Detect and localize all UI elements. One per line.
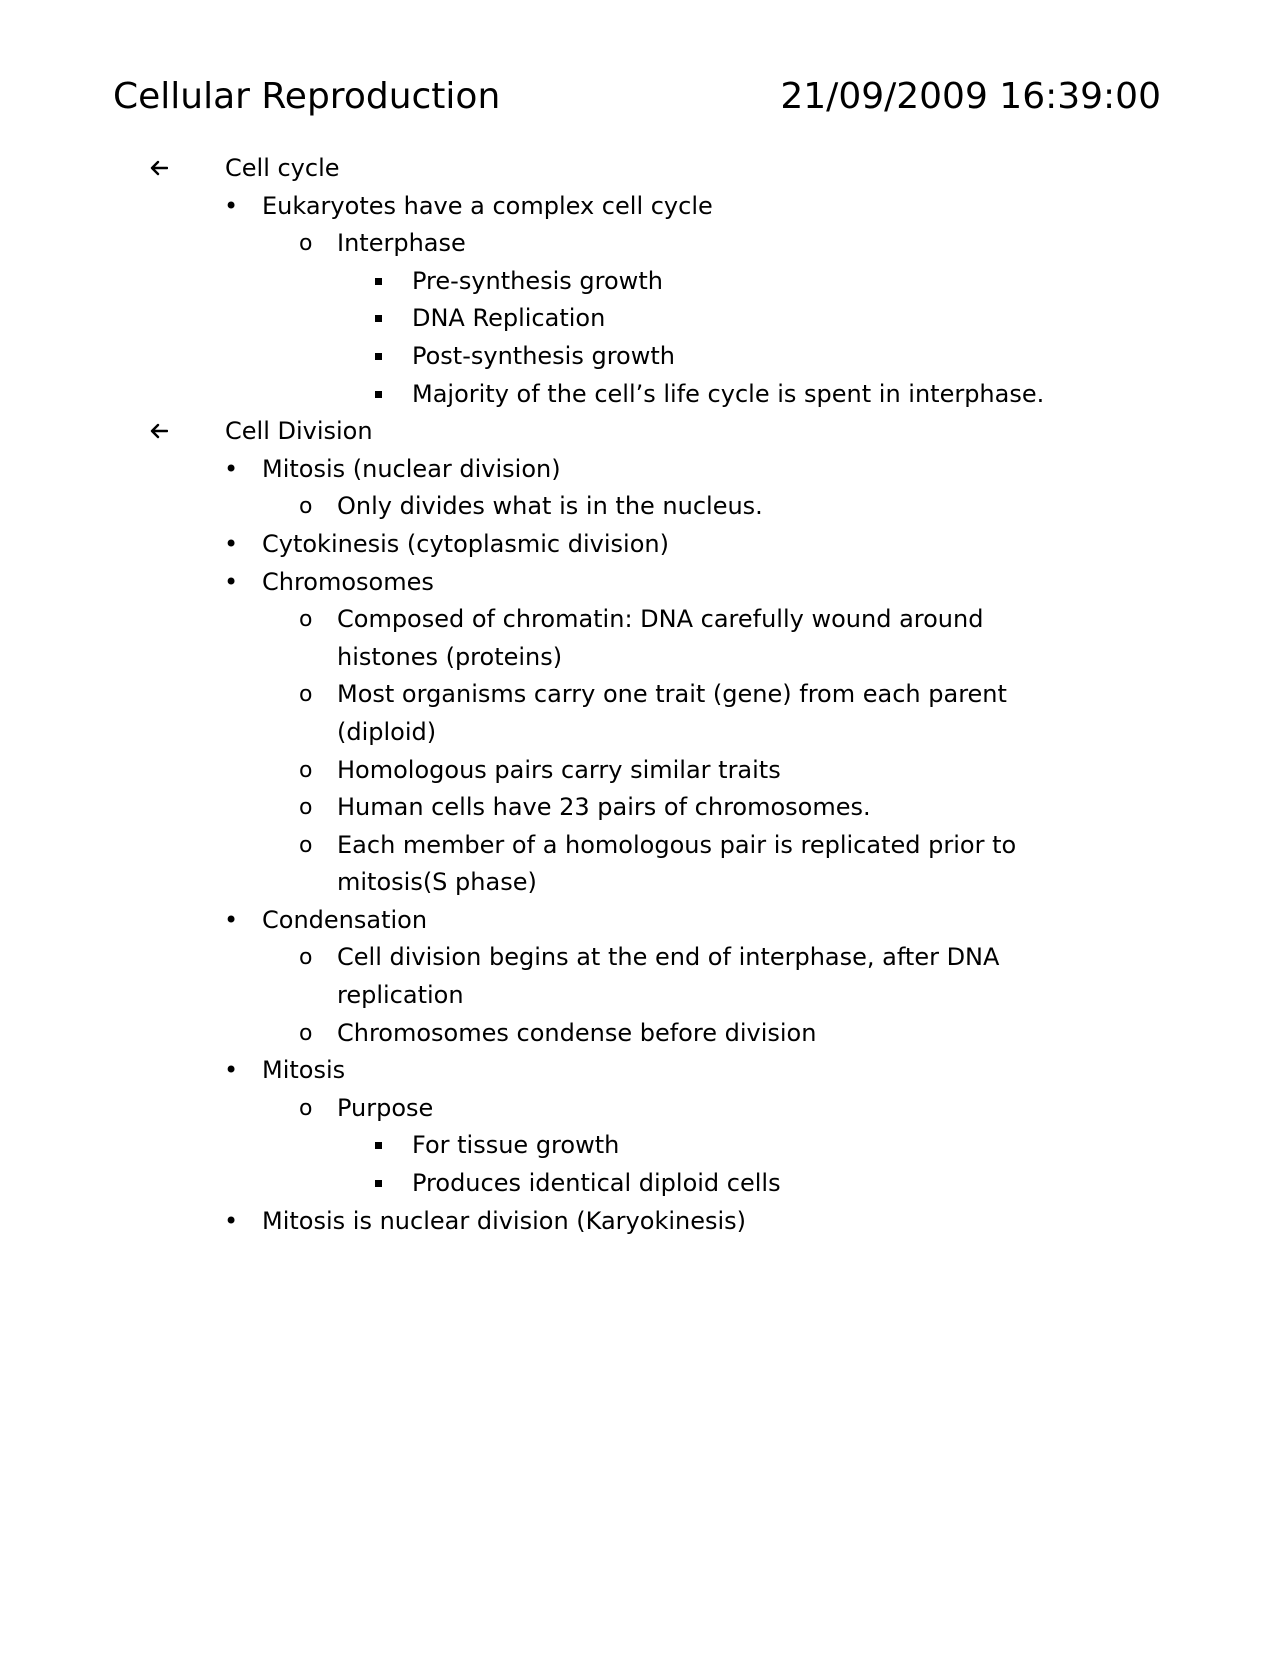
bullet-square-icon	[375, 376, 387, 398]
outline-item-text: Mitosis	[262, 1056, 346, 1085]
outline-item-level-3	[0, 300, 1280, 338]
outline-item-text: Condensation	[262, 905, 428, 934]
outline-item-level-0	[0, 413, 1280, 451]
bullet-dot-icon: •	[224, 1056, 239, 1085]
outline-item-level-1	[0, 451, 1280, 489]
outline-item-level-1	[0, 1203, 1280, 1241]
outline-item-text: For tissue growth	[412, 1131, 620, 1160]
bullet-square-icon	[375, 1165, 387, 1187]
outline-item-level-1	[0, 564, 1280, 602]
bullet-dot-icon: •	[224, 567, 239, 596]
outline-item-text: Eukaryotes have a complex cell cycle	[262, 191, 713, 220]
outline-item-level-3	[0, 338, 1280, 376]
outline-item-text: Cell Division	[225, 417, 373, 446]
bullet-dot-icon: •	[224, 191, 239, 220]
outline-item-text: Chromosomes condense before division	[337, 1018, 817, 1047]
bullet-square-icon	[375, 263, 387, 285]
outline-item-level-3	[0, 263, 1280, 301]
outline-item-text: DNA Replication	[412, 304, 606, 333]
outline-item-level-2	[0, 488, 1280, 526]
outline-item-text: Mitosis (nuclear division)	[262, 454, 561, 483]
outline-item-level-2	[0, 676, 1280, 751]
outline-item-text: Purpose	[337, 1093, 434, 1122]
page-header	[113, 72, 1161, 122]
page-title: Cellular Reproduction	[113, 76, 501, 117]
outline-item-level-2	[0, 939, 1280, 1014]
notes-outline	[0, 150, 1280, 1240]
outline-item-level-1	[0, 526, 1280, 564]
outline-item-text: Mitosis is nuclear division (Karyokinesis)	[262, 1206, 747, 1235]
outline-item-text: Cell division begins at the end of interphase, after DNA replication	[337, 943, 1000, 1010]
outline-item-level-2	[0, 1015, 1280, 1053]
arrow-left-icon	[150, 413, 174, 439]
bullet-circle-icon: o	[299, 607, 313, 633]
outline-item-text: Composed of chromatin: DNA carefully wound around histones (proteins)	[337, 605, 984, 671]
outline-item-level-1	[0, 902, 1280, 940]
outline-item-level-3	[0, 1127, 1280, 1165]
bullet-square-icon	[375, 300, 387, 322]
outline-item-text: Cell cycle	[225, 154, 340, 182]
outline-item-level-2	[0, 1090, 1280, 1128]
outline-item-level-3	[0, 1165, 1280, 1203]
bullet-dot-icon: •	[224, 1206, 239, 1235]
bullet-circle-icon: o	[299, 682, 313, 708]
outline-item-level-2	[0, 225, 1280, 263]
outline-item-level-1	[0, 188, 1280, 226]
bullet-circle-icon: o	[299, 757, 313, 783]
bullet-dot-icon: •	[224, 529, 239, 558]
outline-item-text: Human cells have 23 pairs of chromosomes.	[337, 793, 871, 822]
bullet-circle-icon: o	[299, 832, 313, 858]
bullet-square-icon	[375, 338, 387, 360]
document-datetime: 21/09/2009 16:39:00	[780, 76, 1161, 117]
outline-item-level-2	[0, 827, 1280, 902]
bullet-dot-icon: •	[224, 454, 239, 483]
outline-item-level-2	[0, 789, 1280, 827]
bullet-dot-icon: •	[224, 905, 239, 934]
bullet-square-icon	[375, 1127, 387, 1149]
outline-item-text: Post-synthesis growth	[412, 341, 675, 370]
outline-item-text: Most organisms carry one trait (gene) from each parent (diploid)	[337, 680, 1007, 746]
bullet-circle-icon: o	[299, 795, 313, 821]
outline-item-text: Homologous pairs carry similar traits	[337, 755, 781, 784]
outline-item-level-2	[0, 601, 1280, 676]
bullet-circle-icon: o	[299, 1095, 313, 1121]
outline-item-text: Only divides what is in the nucleus.	[337, 492, 763, 521]
outline-item-level-1	[0, 1052, 1280, 1090]
bullet-circle-icon: o	[299, 1020, 313, 1046]
bullet-circle-icon: o	[299, 494, 313, 520]
outline-item-text: Produces identical diploid cells	[412, 1169, 781, 1198]
outline-item-text: Interphase	[337, 229, 466, 258]
outline-item-level-0	[0, 150, 1280, 188]
outline-item-text: Each member of a homologous pair is replicated prior to mitosis(S phase)	[337, 830, 1017, 897]
bullet-circle-icon: o	[299, 231, 313, 257]
bullet-circle-icon: o	[299, 945, 313, 971]
outline-item-text: Majority of the cell’s life cycle is spent in interphase.	[412, 379, 1045, 408]
outline-item-text: Chromosomes	[262, 567, 434, 596]
outline-item-level-2	[0, 752, 1280, 790]
outline-item-level-3	[0, 376, 1280, 414]
outline-item-text: Pre-synthesis growth	[412, 266, 663, 295]
arrow-left-icon	[150, 150, 174, 176]
outline-item-text: Cytokinesis (cytoplasmic division)	[262, 529, 669, 558]
